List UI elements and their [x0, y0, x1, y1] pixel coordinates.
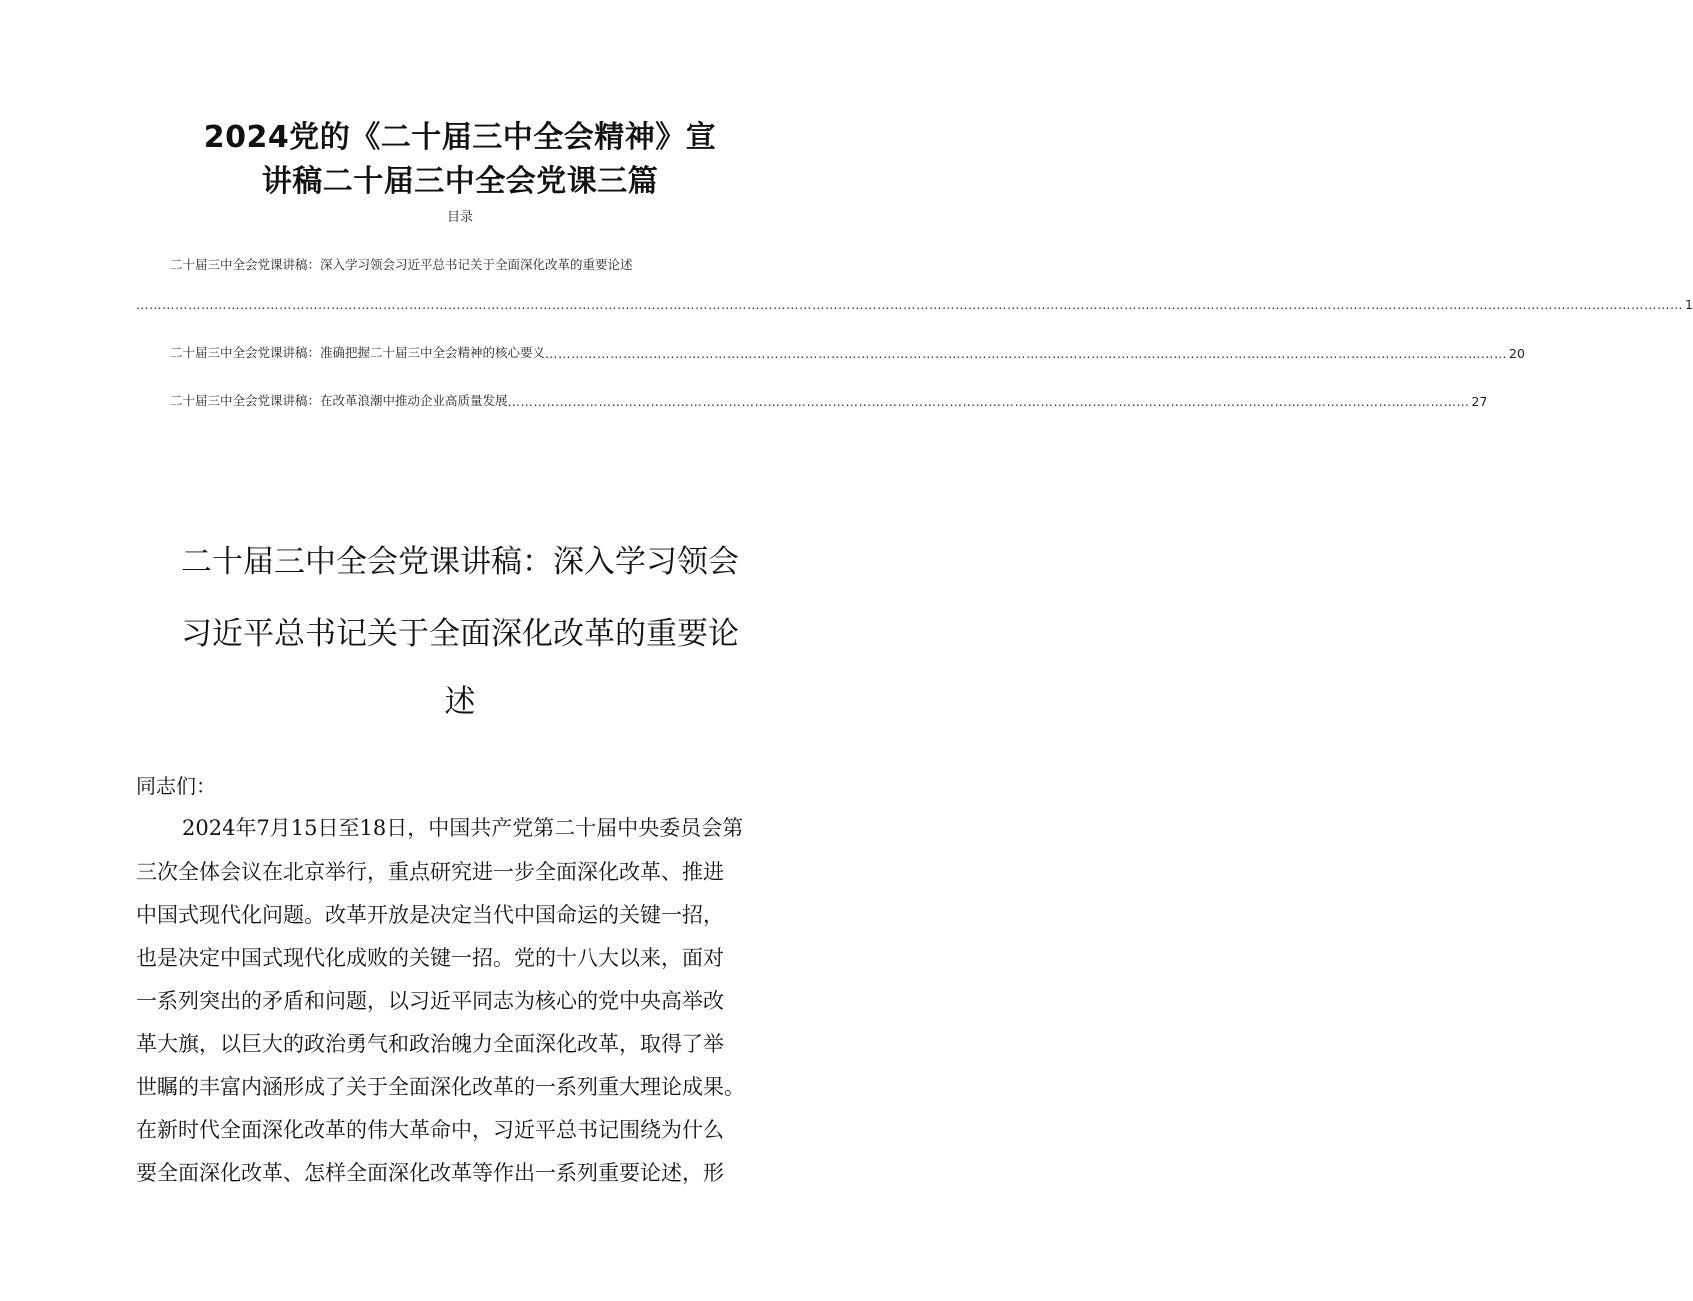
section-title-line-2: 习近平总书记关于全面深化改革的重要论	[181, 616, 739, 652]
document-title-line-1: 2024党的《二十届三中全会精神》宣	[203, 120, 717, 155]
toc-entry-3[interactable]	[170, 391, 1488, 409]
toc-dot-leader: ……………………………………………………………………………………………………………………………………………………………………………………………………	[507, 394, 1470, 409]
toc-entry-2-title: 二十届三中全会党课讲稿：准确把握二十届三中全会精神的核心要义	[170, 345, 546, 360]
toc-entry-3-page: 27	[1471, 394, 1488, 409]
toc-dot-leader: ……………………………………………………………………………………………………………………………………………………………………………………………………………………………………………………………………………………………………………………………	[136, 297, 1683, 312]
toc-entry-1-page: 1	[1685, 297, 1693, 312]
paragraph-line: 革大旗，以巨大的政治勇气和政治魄力全面深化改革，取得了举	[136, 1032, 724, 1056]
document-title-line-2: 讲稿二十届三中全会党课三篇	[261, 164, 659, 199]
salutation: 同志们：	[136, 774, 216, 798]
paragraph-line: 要全面深化改革、怎样全面深化改革等作出一系列重要论述，形	[136, 1161, 724, 1185]
paragraph-line: 在新时代全面深化改革的伟大革命中，习近平总书记围绕为什么	[136, 1118, 724, 1142]
toc-heading: 目录	[446, 210, 473, 225]
paragraph-line: 一系列突出的矛盾和问题，以习近平同志为核心的党中央高举改	[136, 989, 724, 1013]
toc-entry-2[interactable]	[170, 343, 1525, 361]
toc-entry-1-leader[interactable]	[136, 297, 1693, 315]
paragraph-line: 也是决定中国式现代化成败的关键一招。党的十八大以来，面对	[136, 946, 724, 970]
toc-entry-3-title: 二十届三中全会党课讲稿：在改革浪潮中推动企业高质量发展	[170, 393, 508, 408]
paragraph-line: 世瞩的丰富内涵形成了关于全面深化改革的一系列重大理论成果。	[136, 1075, 745, 1099]
toc-dot-leader: ……………………………………………………………………………………………………………………………………………………………………………………………………	[545, 346, 1508, 361]
toc-entry-2-page: 20	[1509, 346, 1525, 361]
toc-entry-1-title[interactable]: 二十届三中全会党课讲稿：深入学习领会习近平总书记关于全面深化改革的重要论述	[170, 257, 633, 272]
section-title-line-3: 述	[444, 684, 476, 720]
paragraph-line: 三次全体会议在北京举行，重点研究进一步全面深化改革、推进	[136, 860, 724, 884]
section-title-line-1: 二十届三中全会党课讲稿：深入学习领会	[181, 544, 739, 580]
paragraph-line: 中国式现代化问题。改革开放是决定当代中国命运的关键一招，	[136, 903, 724, 927]
paragraph-line: 2024年7月15日至18日，中国共产党第二十届中央委员会第	[182, 816, 744, 840]
